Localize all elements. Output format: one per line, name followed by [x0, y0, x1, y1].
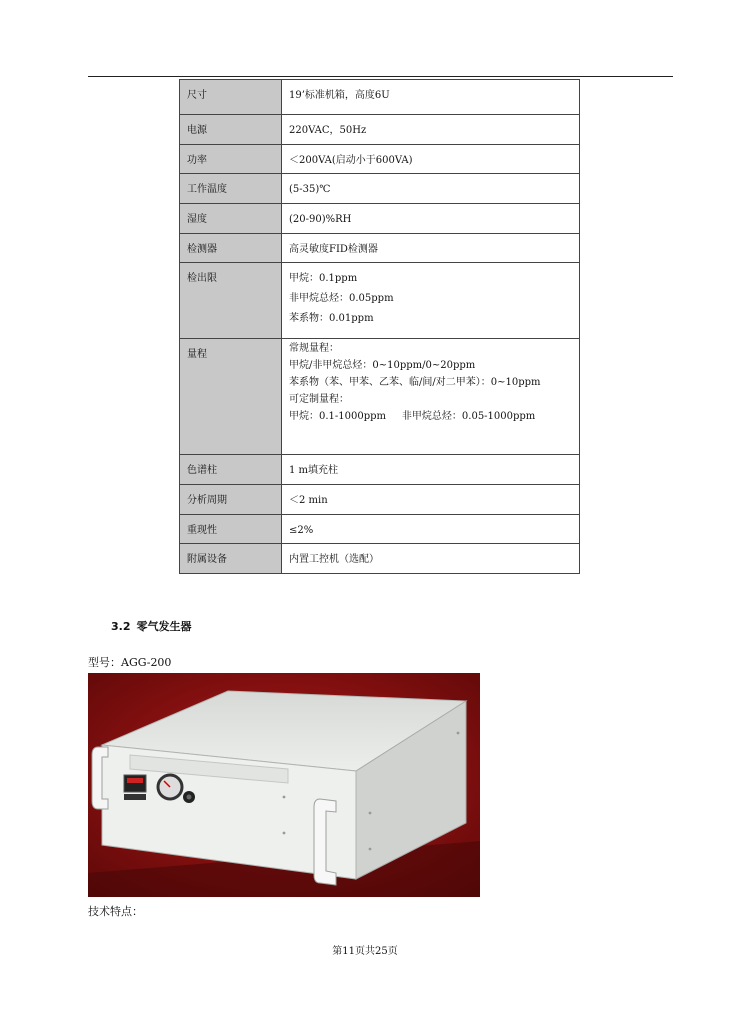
table-row	[180, 455, 580, 485]
spec-value: (5-35)℃	[282, 174, 580, 204]
section-heading	[111, 618, 192, 634]
section-number: 3.2	[111, 620, 131, 633]
spec-label: 色谱柱	[180, 455, 282, 485]
header-rule	[88, 76, 673, 77]
table-row	[180, 544, 580, 574]
spec-label: 附属设备	[180, 544, 282, 574]
table-row	[180, 263, 580, 339]
spec-value: 甲烷：0.1ppm 非甲烷总烃：0.05ppm 苯系物：0.01ppm	[282, 263, 580, 339]
model-text: 型号：AGG-200	[88, 656, 172, 669]
spec-label: 重现性	[180, 515, 282, 544]
spec-label: 尺寸	[180, 80, 282, 115]
spec-value: ＜200VA(启动小于600VA)	[282, 145, 580, 174]
table-row	[180, 485, 580, 515]
table-row	[180, 80, 580, 115]
spec-value: ＜2 min	[282, 485, 580, 515]
device-photo	[88, 673, 480, 897]
table-row	[180, 145, 580, 174]
table-row	[180, 115, 580, 145]
spec-label: 湿度	[180, 204, 282, 234]
spec-value: 高灵敏度FID检测器	[282, 234, 580, 263]
spec-label: 功率	[180, 145, 282, 174]
page-footer: 第11页共25页	[332, 946, 398, 957]
spec-label: 检测器	[180, 234, 282, 263]
table-row	[180, 204, 580, 234]
spec-value: 19’标准机箱，高度6U	[282, 80, 580, 115]
table-row	[180, 174, 580, 204]
section-title: 零气发生器	[136, 620, 192, 633]
spec-value: 220VAC，50Hz	[282, 115, 580, 145]
spec-value: (20-90)%RH	[282, 204, 580, 234]
spec-value: 常规量程： 甲烷/非甲烷总烃：0~10ppm/0~20ppm 苯系物（苯、甲苯、乙苯、临/间/对二甲苯）：0~10ppm 可定制量程： 甲烷：0.1-1000ppm 非甲烷总烃：0.05-1000ppm	[282, 339, 580, 455]
table-row	[180, 234, 580, 263]
spec-value: 内置工控机（选配）	[282, 544, 580, 574]
spec-value: 1 m填充柱	[282, 455, 580, 485]
spec-label: 工作温度	[180, 174, 282, 204]
table-row	[180, 515, 580, 544]
features-heading: 技术特点：	[88, 905, 143, 918]
table-row	[180, 339, 580, 455]
spec-label: 检出限	[180, 263, 282, 339]
spec-label: 量程	[180, 339, 282, 455]
spec-label: 分析周期	[180, 485, 282, 515]
spec-value: ≤2%	[282, 515, 580, 544]
spec-label: 电源	[180, 115, 282, 145]
spec-table	[179, 79, 580, 574]
